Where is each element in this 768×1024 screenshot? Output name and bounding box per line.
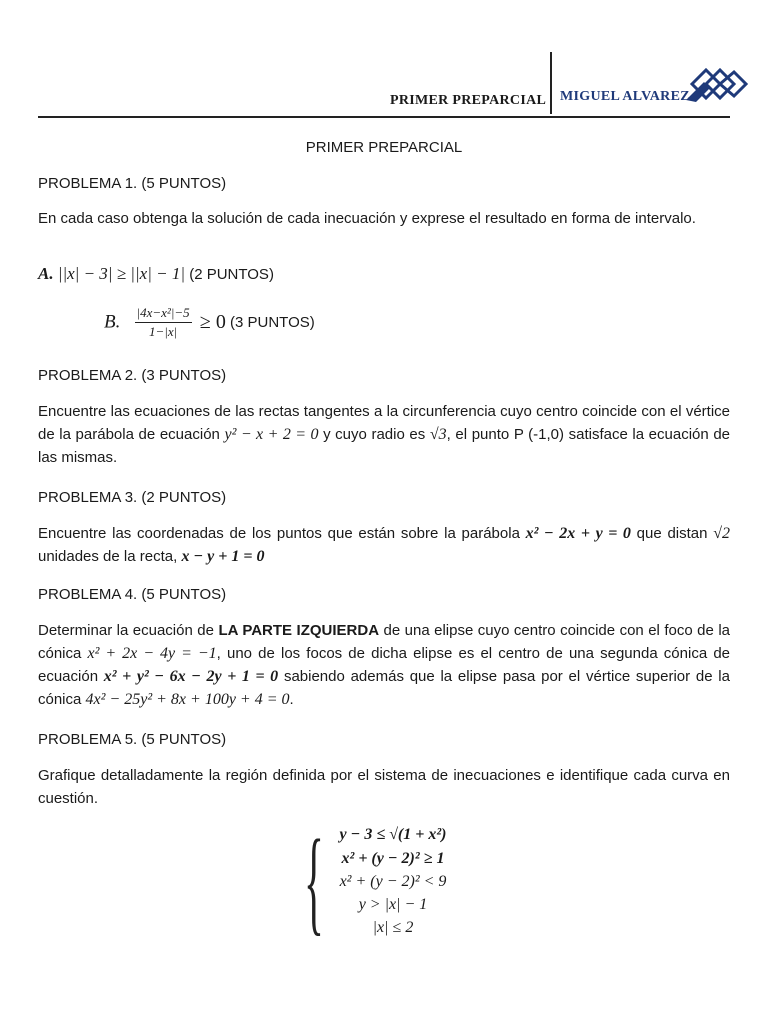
problem-1a (38, 264, 274, 284)
problem-4-conic-1: x² + 2x − 4y = −1 (87, 645, 217, 662)
problem-2-equation: y² − x + 2 = 0 (224, 426, 319, 443)
system-row: |x| ≤ 2 (372, 919, 414, 936)
header-author: MIGUEL ALVAREZ (560, 89, 690, 104)
problem-1b-numerator: |4x−x²|−5 (135, 305, 192, 323)
problem-5-text: Grafique detalladamente la región definida por el sistema de inecuaciones e identifique cada curva en cuestión. (38, 767, 730, 807)
problem-2-text-part: Encuentre las ecuaciones de las rectas tangentes a la circunferencia cuyo centro coincide con el vértice de la parábola de ecuación (38, 403, 730, 443)
problem-2-heading: PROBLEMA 2. (3 PUNTOS) (38, 367, 227, 384)
problem-3-line: x − y + 1 = 0 (181, 548, 265, 565)
problem-4-text-part: , uno de los focos de dicha elipse es el centro de una segunda cónica de ecuación (38, 645, 731, 685)
brace-icon: { (304, 815, 324, 946)
problem-1a-label: A. (38, 264, 54, 283)
problem-1b-denominator: 1−|x| (149, 324, 178, 339)
problem-3-parabola: x² − 2x + y = 0 (525, 525, 631, 542)
problem-3-distance: √2 (713, 525, 730, 542)
problem-2-text-part: y cuyo radio es (318, 426, 430, 443)
header-divider (550, 52, 552, 114)
problem-3-heading: PROBLEMA 3. (2 PUNTOS) (38, 489, 227, 506)
problem-3-text (38, 522, 730, 568)
header-rule (38, 116, 730, 118)
system-row: x² + (y − 2)² < 9 (339, 873, 447, 890)
system-row: y − 3 ≤ √(1 + x²) (339, 826, 447, 843)
problem-4-text-part: sabiendo además que la elipse pasa por el vértice superior de la cónica (38, 668, 730, 708)
header-title: PRIMER PREPARCIAL (390, 93, 547, 108)
problem-4-text-part: de una elipse cuyo centro coincide con el foco de la cónica (38, 622, 730, 662)
problem-1b-points: (3 PUNTOS) (230, 314, 315, 331)
problem-4-heading: PROBLEMA 4. (5 PUNTOS) (38, 586, 227, 603)
problem-4-conic-2: x² + y² − 6x − 2y + 1 = 0 (103, 668, 279, 685)
problem-3-text-part: Encuentre las coordenadas de los puntos que están sobre la parábola (38, 525, 526, 542)
diamond-logo-icon (684, 62, 750, 106)
problem-1a-expression: ||x| − 3| ≥ ||x| − 1| (57, 264, 186, 283)
problem-4-text-part: Determinar la ecuación de (38, 622, 219, 639)
problem-4-emphasis: LA PARTE IZQUIERDA (218, 622, 380, 639)
problem-1b-fraction (135, 305, 192, 340)
problem-1-text: En cada caso obtenga la solución de cada inecuación y exprese el resultado en forma de intervalo. (38, 210, 696, 227)
problem-2-text (38, 400, 730, 469)
problem-1b-relation: ≥ 0 (199, 311, 226, 333)
document-title: PRIMER PREPARCIAL (305, 139, 463, 156)
problem-2-radius: √3 (429, 426, 447, 443)
problem-1-heading: PROBLEMA 1. (5 PUNTOS) (38, 175, 227, 192)
problem-4-conic-3: 4x² − 25y² + 8x + 100y + 4 = 0 (85, 691, 290, 708)
problem-1a-points: (2 PUNTOS) (189, 266, 274, 283)
problem-3-text-part: unidades de la recta, (38, 548, 182, 565)
problem-4-text-part: . (289, 691, 294, 708)
problem-4-text (38, 619, 730, 711)
problem-2-text-part: , el punto P (-1,0) satisface la ecuación de las mismas. (38, 426, 731, 466)
system-row: y > |x| − 1 (358, 896, 428, 913)
problem-3-text-part: que distan (630, 525, 714, 542)
problem-1b (104, 305, 315, 340)
problem-1b-label: B. (104, 311, 121, 333)
system-row: x² + (y − 2)² ≥ 1 (341, 850, 445, 867)
problem-5-heading: PROBLEMA 5. (5 PUNTOS) (38, 731, 227, 748)
